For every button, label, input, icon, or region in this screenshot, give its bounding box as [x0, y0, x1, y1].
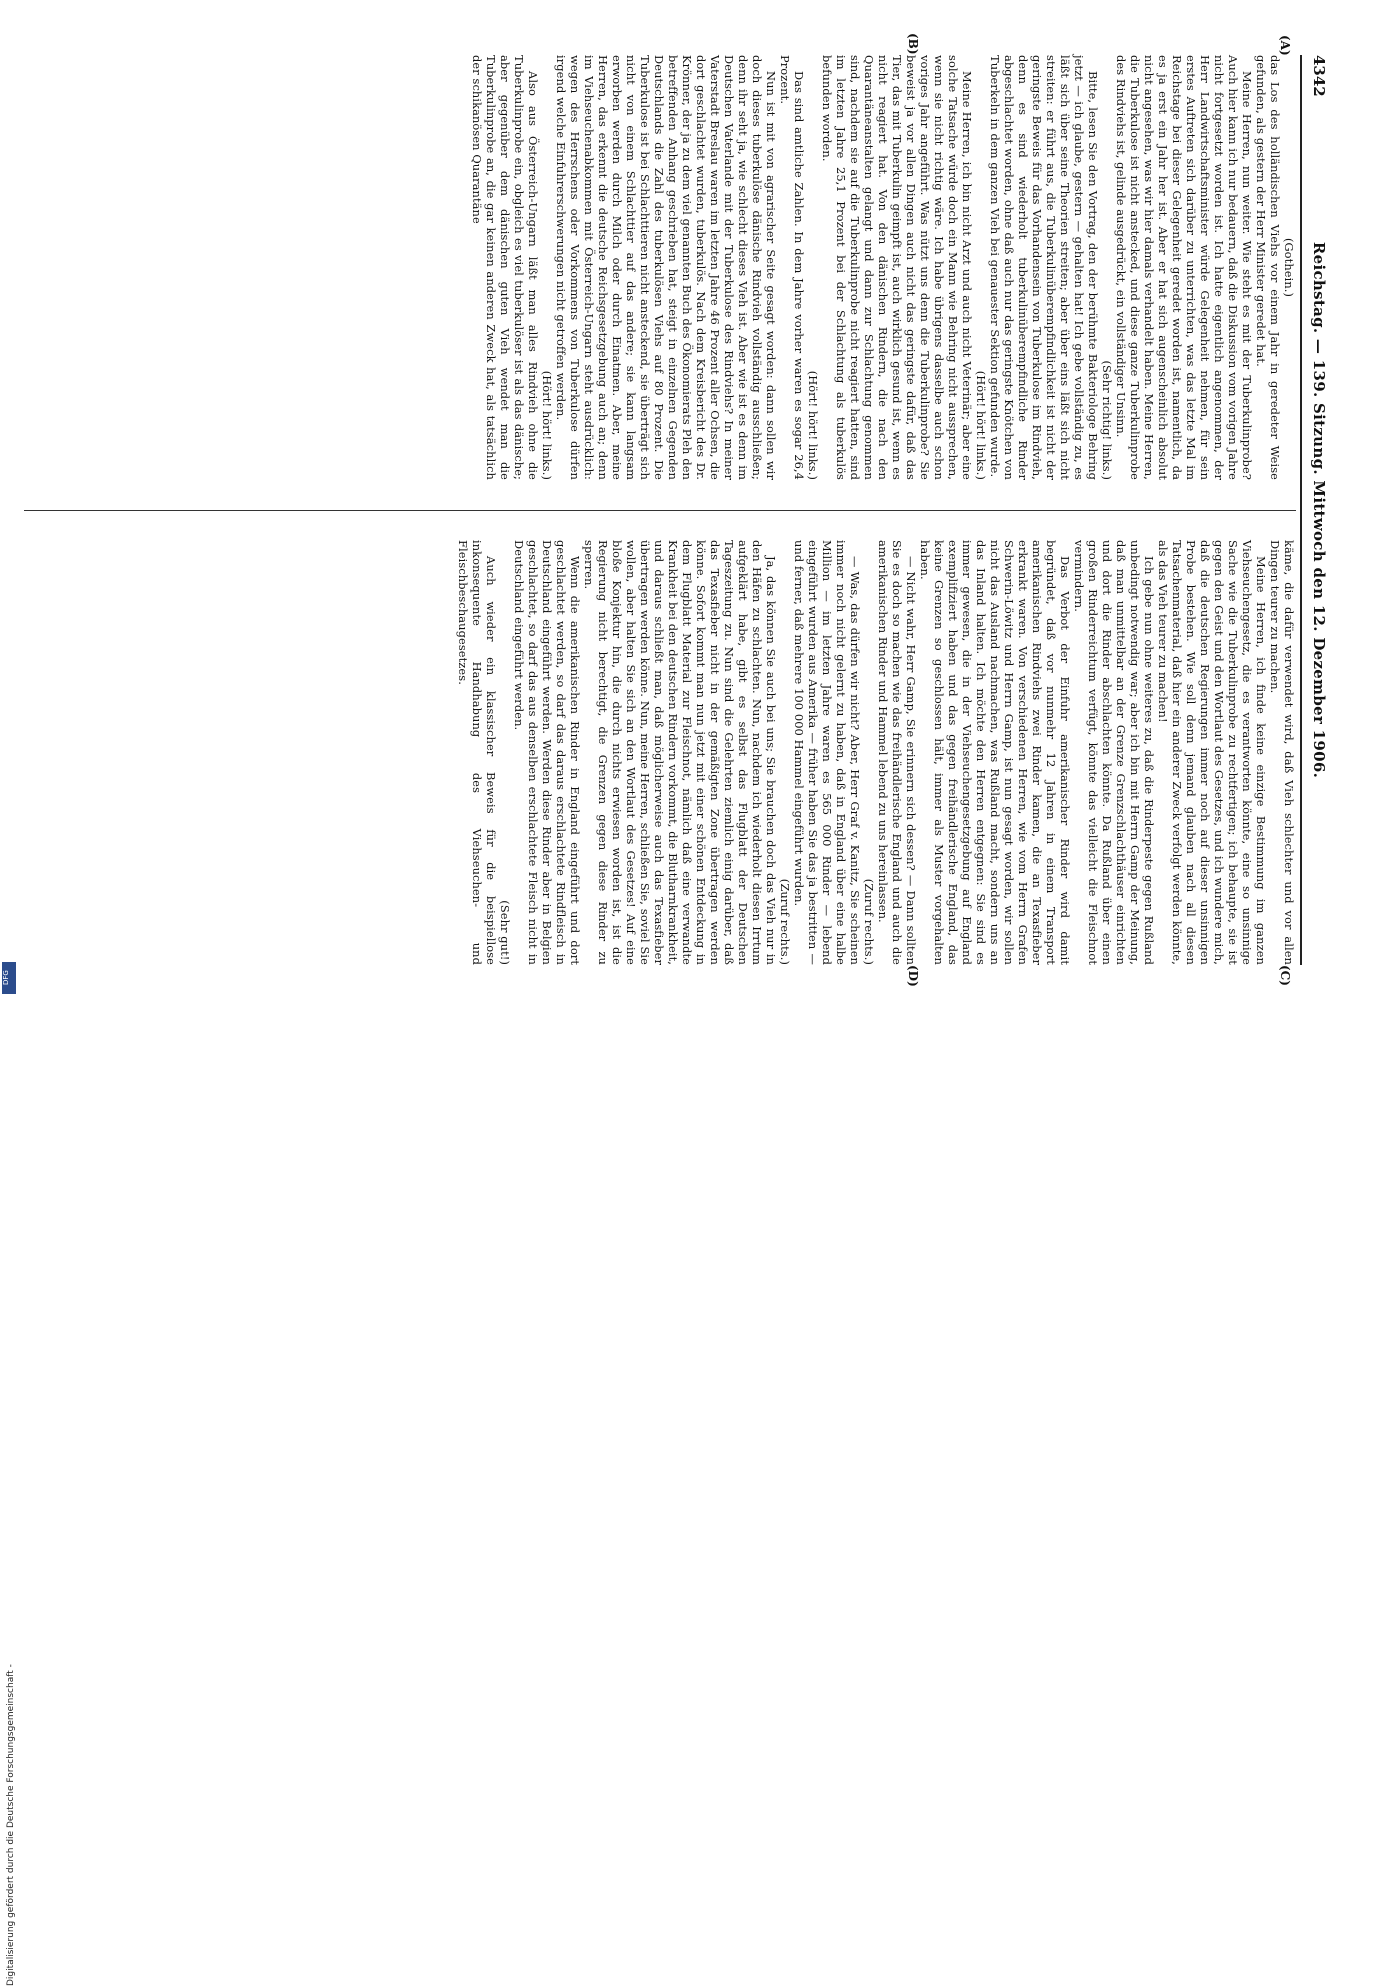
paragraph: Das Verbot der Einfuhr amerikanischer Rinder wird damit begründet, daß vor nunmehr 12 Jahren in einem Transport amerikanischen Rindviehs zwei Rinder kamen, die an Texasfieber erkrankt waren. Von verschiedenen Herren, wie vom Herrn Grafen Schwerin-Löwitz und Herrn Gamp, ist nun gesagt worden, wir sollen nicht das Ausland nachmachen, was Rußland macht, sondern uns an das Inland halten. Ich möchte den Herren entgegnen: Sie sind es immer gewesen, die in der Viehseuchengesetzgebung auf England exemplifiziert haben und das gegen freihändlerische England, das keine Grenzen so geschlossen hält, immer als Muster vorgehalten haben.: [918, 540, 1072, 965]
paragraph: Das sind amtliche Zahlen. In dem Jahre vorher waren es sogar 26,4 Prozent.: [778, 55, 806, 480]
left-column: [24, 55, 1296, 480]
paragraph: Ich gebe nun ohne weiteres zu, daß die Rinderpeste gegen Rußland unbedingt notwendig war; aber ich bin mit Herrn Gamp der Meinung, daß man unmittelbar an der Grenze Grenzschlachthäuser einrichten und dort die Rinder abschlachten könnte. Da Rußland über einen großen Rinderreichtum verfügt, könnte das vielleicht die Fleischnot vermindern.: [1072, 540, 1156, 965]
document-page: [10, 35, 1330, 985]
paragraph: — Nicht wahr, Herr Gamp, Sie erinnern sich dessen? — Dann sollten Sie es doch so machen wie das freihändlerische England und auch die amerikanischen Rinder und Hammel lebend zu uns hereinlassen.: [876, 540, 918, 965]
paragraph: Auch wieder ein klassischer Beweis für die beispiellose inkonsequente Handhabung des Viehseuchen- und Fleischbeschaugesetzes.: [456, 540, 498, 965]
margin-marker-d: (D): [906, 965, 920, 987]
interjection: (Hört! hört! links.): [540, 370, 554, 480]
paragraph: Also aus Österreich-Ungarn läßt man alles Rindvieh ohne die Tuberkulinprobe ein, obgleich es viel tuberkulöser ist als das dänische; aber gegenüber dem dänischen guten Vieh wendet man die Tuberkulinprobe an, die gar keinen anderen Zweck hat, als tatsächlich der schikanösen Quarantäne: [470, 55, 540, 480]
paragraph: Ja, das können Sie auch bei uns; Sie brauchen doch das Vieh nur in den Häfen zu schlachten. Nun, nachdem ich wiederholt diesen Irrtum aufgeklärt habe, gibt es selbst das Flugblatt der Deutschen Tageszeitung zu. Nun sind die Gelehrten ziemlich einig darüber, daß das Texasfieber nicht in der gemäßigten Zone übertragen werden könne. Sofort kommt man nun jetzt mit einer schönen Entdeckung in dem Flugblatt Material zur Fleischnot, nämlich daß eine verwandte Krankheit bei den deutschen Rindern vorkommt, die Blutharnkrankheit, und daraus schließt man, daß möglicherweise auch das Texasfieber übertragen werden könne. Nun, meine Herren, schließen Sie, soviel Sie wollen, aber halten Sie sich an den Wortlaut des Gesetzes! Auf eine bloße Konjektur hin, die durch nichts erwiesen worden ist, ist die Regierung nicht berechtigt, die Grenzen gegen diese Rinder zu sperren.: [582, 540, 778, 965]
paragraph: Meine Herren, ich bin nicht Arzt und auch nicht Veterinär; aber eine solche Tatsache würde doch ein Mann wie Behring nicht aussprechen, wenn sie nicht richtig wäre. Ich habe übrigens dasselbe auch schon voriges Jahr angeführt. Was nützt uns denn die Tuberkulinprobe? Sie beweist ja vor allen Dingen auch nicht das geringste dafür, daß das Tier, das mit Tuberkulin geimpft ist, auch wirklich gesund ist, wenn es nicht reagiert hat. Von den dänischen Rindern, die nach den Quarantäneanstalten gelangt und dann zur Schlachtung genommen sind, nachdem sie auf die Tuberkulinprobe nicht reagiert hatten, sind im letzten Jahre 25,1 Prozent bei der Schlachtung als tuberkulös befunden worden.: [820, 55, 974, 480]
paragraph: käme, die dafür verwendet wird, daß Vieh schlechter und vor allen Dingen teurer zu machen.: [1268, 540, 1296, 965]
column-divider: [24, 510, 1296, 511]
digitization-credit: Digitalisierung gefördert durch die Deutsche Forschungsgemeinschaft -: [6, 1664, 16, 1986]
right-column: [24, 540, 1296, 965]
interjection: (Hört! hört! links.): [974, 370, 988, 480]
interjection: (Hört! hört! links.): [806, 370, 820, 480]
interjection: (Sehr gut!): [498, 900, 512, 965]
page-number: 4342: [1310, 55, 1328, 97]
interjection: (Sehr richtig! links.): [1100, 360, 1114, 480]
paragraph: Nun ist mit von agrarischer Seite gesagt worden: dann sollen wir doch dieses tuberkulöse dänische Rindvieh vollständig ausschließen; denn ihr seht ja, wie schlecht dieses Vieh ist. Aber wie ist es denn im Deutschen Vaterlande mit der Tuberkulose des Rindviehs? In meiner Vaterstadt Breslau waren im letzten Jahre 46 Prozent aller Ochsen, die dort geschlachtet wurden, tuberkulös. Nach dem Kreisbericht des Dr. Krönner, der ja zu dem viel genannten Buch des Ökonomierats Pleh den betreffenden Anhang geschrieben hat, steigt in einzelnen Gegenden Deutschlands die Zahl des tuberkulösen Viehs auf 80 Prozent. Die Tuberkulose ist bei Schlachttieren nicht ansteckend, sie überträgt sich nicht von einem Schlachttier auf das andere; sie kann langsam erworben werden durch Milch oder durch Einatmen. Aber, meine Herren, das erkennt die deutsche Reichsgesetzgebung auch an; denn im Viehseuchenabkommen mit Österreich-Ungarn steht ausdrücklich: wegen des Herrschens oder Vorkommens von Tuberkulose dürfen irgend welche Einfuhrerschwerungen nicht getroffen werden.: [554, 55, 778, 480]
page-title: Reichstag. — 139. Sitzung. Mittwoch den 12. Dezember 1906.: [1310, 241, 1328, 779]
paragraph: das Los des holländischen Viehs vor einem Jahr in geredeter Weise gefunden, als gestern der Herr Minister geredet hat.: [1254, 55, 1282, 480]
speaker-label: (Gothein.): [1282, 237, 1296, 298]
margin-marker-b: (B): [906, 33, 920, 55]
interjection: (Zuruf rechts.): [778, 878, 792, 965]
dfg-logo: DFG: [2, 962, 16, 994]
paragraph: Bitte, lesen Sie den Vortrag, den der berühmte Bakteriologe Behring jetzt — ich glaube, gestern — gehalten hat! Ich gebe vollständig zu, es läßt sich über seine Theorien streiten; aber über eins läßt sich nicht streiten: er führt aus, die Tuberkulinüberempfindlichkeit ist nicht der geringste Beweis für das Vorhandensein von Tuberkulose im Rindvieh, denn es sind wiederholt tuberkulinüberempfindliche Rinder abgeschlachtet worden, ohne daß auch nur das geringste Knötchen von Tuberkeln in dem ganzen Vieh bei genauester Sektion gefunden wurde.: [988, 55, 1100, 480]
margin-marker-a: (A): [1278, 35, 1292, 56]
running-head: [1300, 55, 1330, 965]
paragraph: Wenn die amerikanischen Rinder in England eingeführt und dort geschlachtet werden, so darf das daraus erschlachtete Rindfleisch in Deutschland eingeführt werden. Werden diese Rinder aber in Belgien geschlachtet, so darf das aus denselben erschlachtete Fleisch nicht in Deutschland eingeführt werden.: [512, 540, 582, 965]
paragraph: — Was, das dürfen wir nicht? Aber, Herr Graf v. Kanitz, Sie scheinen immer noch nicht gelernt zu haben, daß in England über eine halbe Million — im letzten Jahre waren es 565 000 Rinder — lebend eingeführt wurden aus Amerika — früher haben Sie das ja bestritten — und ferner, daß mehrere 100 000 Hammel eingeführt wurden.: [792, 540, 862, 965]
paragraph: Meine Herren, nun weiter. Wie steht es mit der Tuberkulinprobe? Auch hier kann ich nur bedauern, daß die Diskussion vom vorigen Jahre nicht fortgesetzt worden ist. Ich hatte eigentlich angenommen, der Herr Landwirtschaftsminister würde Gelegenheit nehmen, für sein erstes Auftreten sich darüber zu unterrichten, was das letzte Mal im Reichstage bei dieser Gelegenheit geredet worden ist, namentlich, da es ja erst ein Jahr her ist. Aber er hat sich augenscheinlich absolut nicht angesehen, was wir hier damals verhandelt haben. Meine Herren, die Tuberkulose ist nicht anstecked, und diese ganze Tuberkulinprobe des Rindviehs ist, gelinde ausgedrückt, ein vollständiger Unsinn.: [1114, 55, 1254, 480]
paragraph: Meine Herren, ich finde keine einzige Bestimmung im ganzen Viehseuchengesetz, die es verantworten könnte, eine so unsinnige Sache wie die Tuberkulinprobe zu rechtfertigen; ich behaupte, sie ist gegen den Geist und den Wortlaut des Gesetzes, und ich wundere mich, daß die deutschen Regierungen immer noch auf dieser unsinnigen Probe bestehen. Wie soll denn jemand glauben nach all diesen Tatsachenmaterial, daß hier ein anderer Zweck verfolgt werden könnte, als das Vieh teurer zu machen!: [1156, 540, 1268, 965]
interjection: (Zuruf rechts.): [862, 878, 876, 965]
margin-marker-c: (C): [1278, 965, 1292, 986]
